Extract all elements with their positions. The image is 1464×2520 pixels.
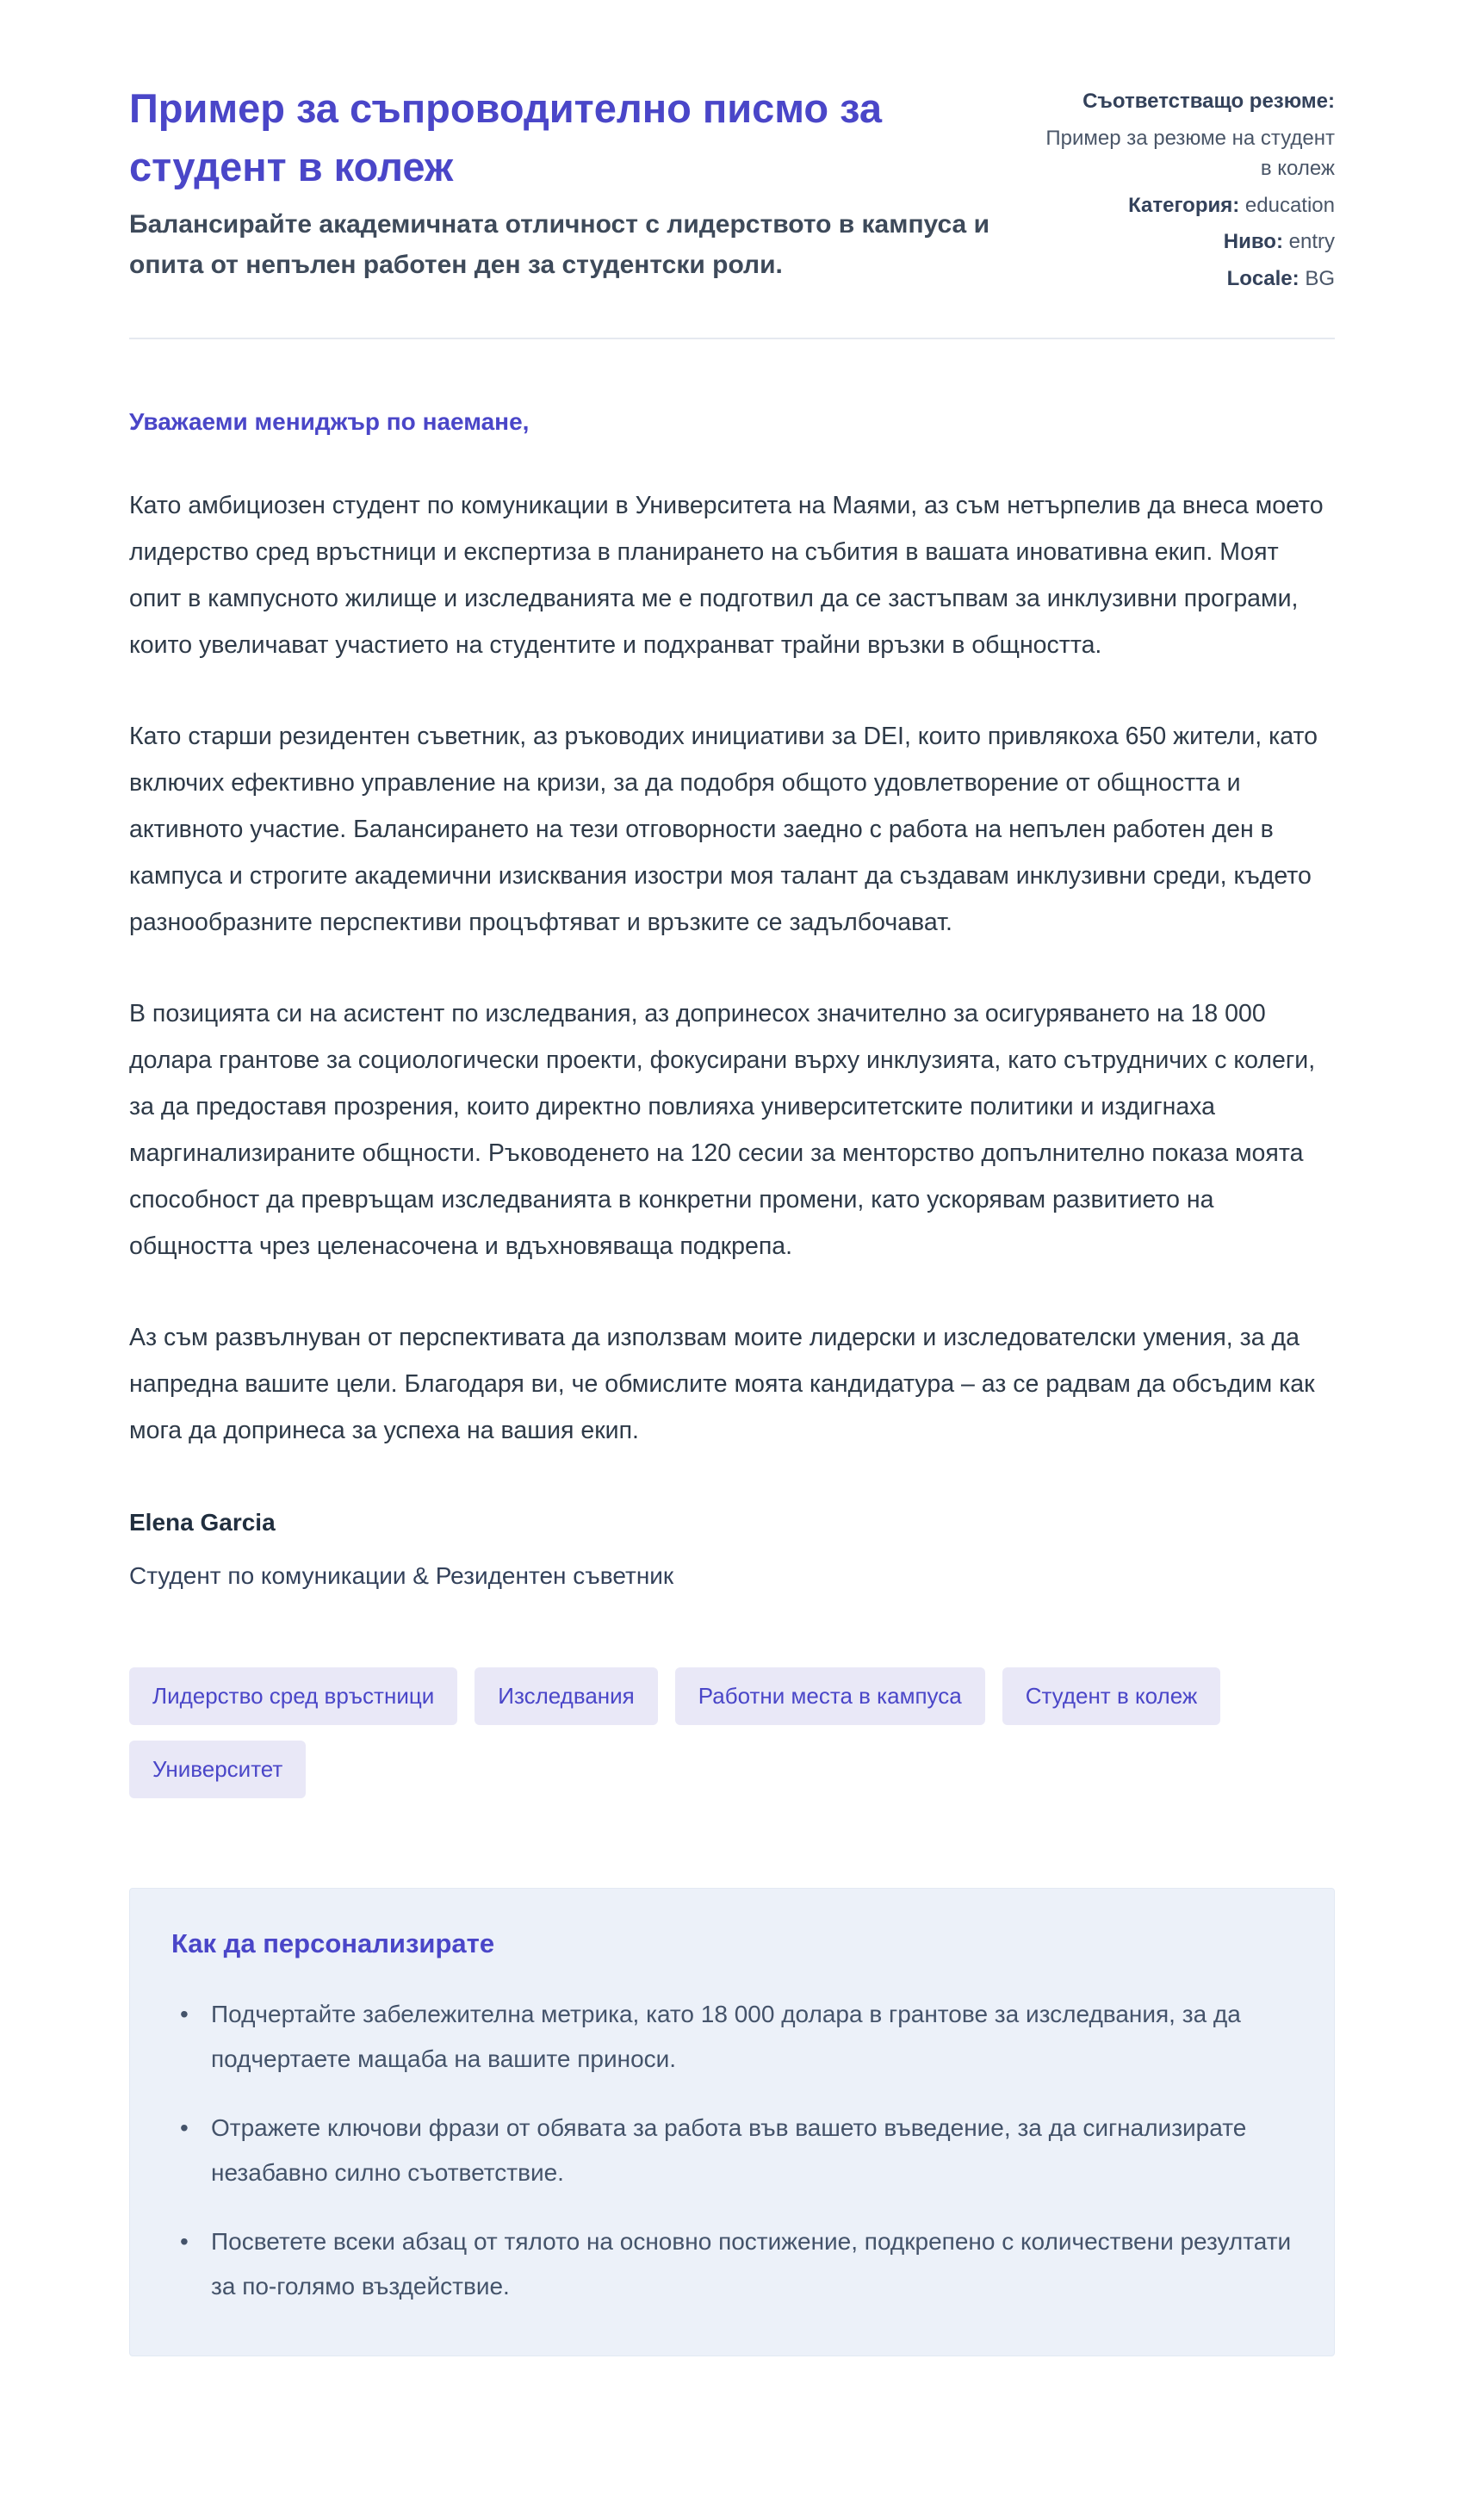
page-title: Пример за съпроводително писмо за студент в колеж — [129, 85, 883, 190]
tag-chip[interactable]: Лидерство сред връстници — [129, 1667, 457, 1725]
header — [129, 79, 1335, 300]
meta-locale — [1042, 264, 1335, 295]
tip-item: • Посветете всеки абзац от тялото на основно постижение, подкрепено с количествени резултати за по-голямо въздействие. — [171, 2219, 1293, 2309]
letter-paragraph: Аз съм развълнуван от перспективата да използвам моите лидерски и изследователски умения, за да напредна вашите цели. Благодаря ви, че обмислите моята кандидатура – аз се радвам да обсъдим как мога да допринеса за успеха на вашия екип. — [129, 1324, 1315, 1445]
meta-level-label: Ниво: — [1223, 230, 1283, 254]
letter-greeting: Уважаеми мениджър по наемане, — [129, 408, 530, 436]
tag-chip[interactable]: Работни места в кампуса — [675, 1667, 985, 1725]
meta-level-value: entry — [1288, 230, 1335, 254]
meta-category-label: Категория: — [1128, 193, 1240, 217]
divider — [129, 338, 1335, 339]
tips-list — [171, 1992, 1293, 2309]
meta-level — [1042, 227, 1335, 258]
tips-box — [129, 1888, 1335, 2356]
letter-paragraph: Като амбициозен студент по комуникации в Университета на Маями, аз съм нетърпелив да внеса моето лидерство сред връстници и експертиза в планирането на събития в вашата иновативна екип. Моят опит в кампусното жилище и изследванията ме е подготвил да се застъпвам за инклузивни програми, които увеличават участието на студентите и подхранват трайни връзки в общността. — [129, 492, 1324, 660]
header-left — [129, 79, 1008, 285]
meta-category — [1042, 190, 1335, 221]
tips-title: Как да персонализирате — [171, 1928, 495, 1959]
meta-category-value: education — [1244, 193, 1335, 217]
meta-locale-value: BG — [1305, 266, 1335, 290]
page-subtitle: Балансирайте академичната отличност с лидерството в кампуса и опита от непълен работен ден за студентски роли. — [129, 210, 990, 279]
tag-chip[interactable]: Университет — [129, 1741, 306, 1798]
tag-list — [129, 1667, 1335, 1814]
tip-item: • Подчертайте забележителна метрика, като 18 000 долара в грантове за изследвания, за да подчертаете мащаба на вашите приноси. — [171, 1992, 1293, 2082]
matching-resume-value: Пример за резюме на студент в колеж — [1045, 126, 1335, 181]
letter-paragraph: В позицията си на асистент по изследвания, аз допринесох значително за осигуряването на 18 000 долара грантове за социологически проекти, фокусирани върху инклузията, като сътрудничих с колеги, за да предоставя прозрения, които директно повлияха университетските политики и издигнаха маргинализираните общности. Ръководенето на 120 сесии за менторство допълнително показа моята способност да превръщам изследванията в конкретни промени, като ускорявам развитието на общността чрез целенасочена и вдъхновяваща подкрепа. — [129, 1000, 1316, 1261]
signature-role: Студент по комуникации & Резидентен съветник — [129, 1562, 674, 1590]
tip-item: • Отражете ключови фрази от обявата за работа във вашето въведение, за да сигнализирате незабавно силно съответствие. — [171, 2106, 1293, 2195]
meta-panel — [1042, 79, 1335, 300]
letter-body — [129, 408, 1335, 1590]
tag-chip[interactable]: Изследвания — [475, 1667, 658, 1725]
meta-locale-label: Locale: — [1226, 266, 1300, 290]
letter-paragraph: Като старши резидентен съветник, аз ръководих инициативи за DEI, които привлякоха 650 жители, като включих ефективно управление на кризи, за да подобря общото удовлетворение от общността и активното участие. Балансирането на тези отговорности заедно с работа на непълен работен ден в кампуса и строгите академични изисквания изостри моя талант да създавам инклузивни среди, където разнообразните перспективи процъфтяват и връзките се задълбочават. — [129, 723, 1318, 937]
tag-chip[interactable]: Студент в колеж — [1002, 1667, 1221, 1725]
signature-name: Elena Garcia — [129, 1509, 276, 1536]
matching-resume-label: Съответстващо резюме: — [1082, 90, 1335, 113]
